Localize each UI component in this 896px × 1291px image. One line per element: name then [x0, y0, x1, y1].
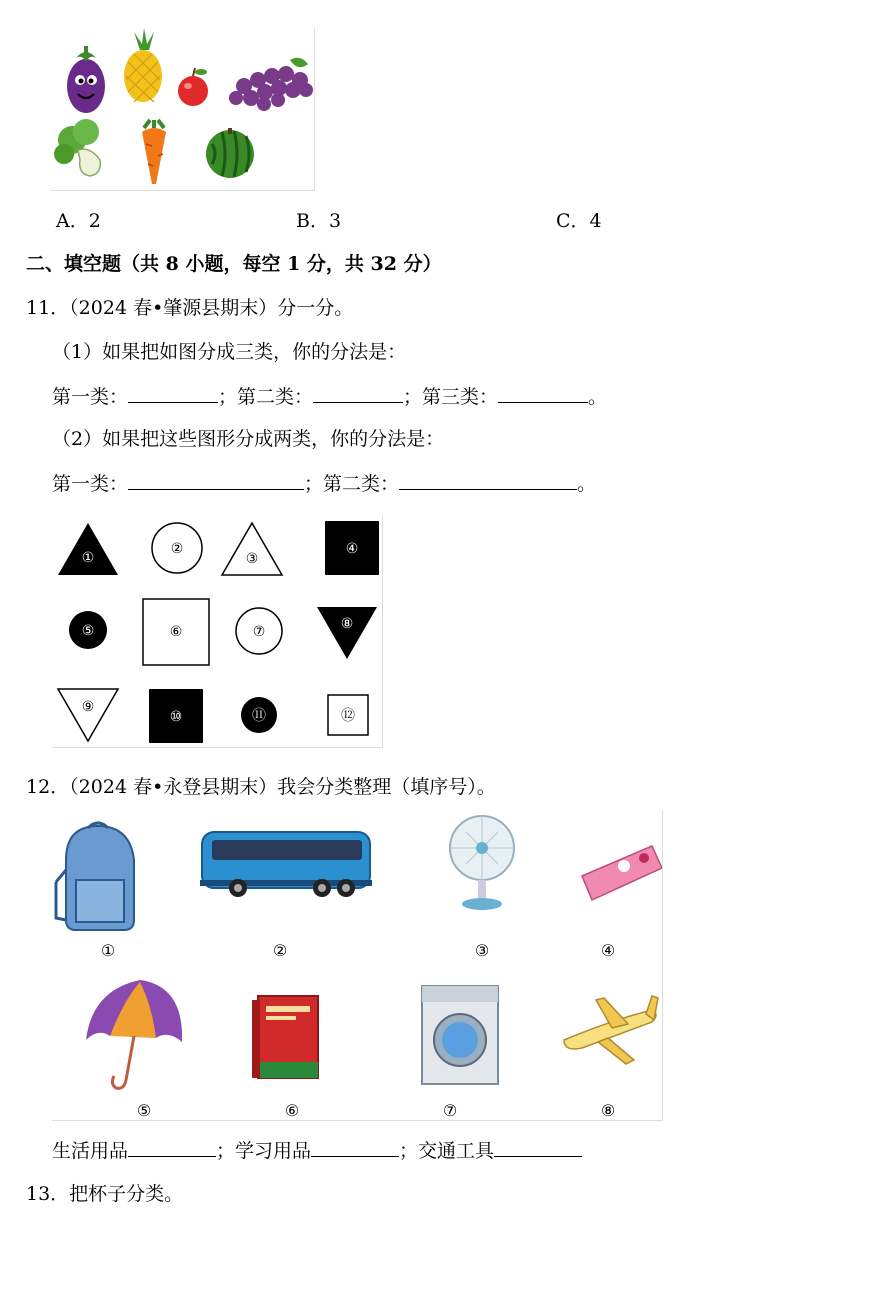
- shape-10-black-square: [149, 689, 203, 743]
- label-second-class: ；第二类：: [218, 386, 314, 408]
- shape-1-black-triangle: [58, 523, 118, 575]
- shape-2-white-circle: [152, 523, 202, 573]
- svg-text:②: ②: [170, 541, 184, 557]
- watermelon-icon: [206, 128, 254, 178]
- question-12-stem: 12．（2024 春•永登县期末）我会分类整理（填序号）。: [26, 776, 496, 798]
- shape-12-white-square: [328, 695, 368, 735]
- bus-icon: [200, 832, 372, 897]
- carrot-icon: [142, 120, 166, 184]
- question-11-stem: 11．（2024 春•肇源县期末）分一分。: [26, 297, 354, 319]
- label-daily-items: 生活用品: [52, 1140, 129, 1162]
- question-11-part2: （2）如果把这些图形分成两类，你的分法是：: [52, 428, 445, 450]
- item-6-number: ⑥: [284, 1101, 300, 1120]
- items-figure: [52, 810, 663, 1121]
- period: 。: [588, 386, 608, 408]
- svg-text:④: ④: [345, 541, 359, 557]
- airplane-icon: [564, 996, 658, 1064]
- period: 。: [577, 473, 597, 495]
- item-1-number: ①: [100, 941, 116, 960]
- item-2-number: ②: [272, 941, 288, 960]
- label-transport: ；交通工具: [399, 1140, 495, 1162]
- question-11-part1: （1）如果把如图分成三类，你的分法是：: [52, 341, 407, 363]
- option-a: A．2: [56, 210, 101, 232]
- svg-text:⑧: ⑧: [340, 616, 354, 632]
- blank-transport[interactable]: [494, 1138, 582, 1157]
- shape-9-white-inverted-triangle: [58, 689, 118, 741]
- blank-1[interactable]: [128, 384, 218, 403]
- blank-study[interactable]: [311, 1138, 399, 1157]
- label-first-class: 第一类：: [52, 386, 129, 408]
- svg-text:⑦: ⑦: [252, 624, 266, 640]
- option-c: C．4: [556, 210, 602, 232]
- svg-text:⑥: ⑥: [169, 624, 183, 640]
- label-second-class: ；第二类：: [304, 473, 400, 495]
- shape-11-black-circle: [241, 697, 277, 733]
- svg-text:⑩: ⑩: [169, 709, 183, 725]
- svg-text:①: ①: [81, 550, 95, 566]
- item-3-number: ③: [474, 941, 490, 960]
- blank-2[interactable]: [313, 384, 403, 403]
- label-third-class: ；第三类：: [403, 386, 499, 408]
- dictionary-icon: [252, 996, 318, 1078]
- question-13-stem: 13．把杯子分类。: [26, 1183, 184, 1205]
- cabbage-icon: [54, 119, 100, 176]
- pencil-case-icon: [582, 846, 662, 900]
- shape-3-white-triangle: [222, 523, 282, 575]
- section-heading: 二、填空题（共 8 小题，每空 1 分，共 32 分）: [26, 253, 442, 275]
- blank-daily[interactable]: [128, 1138, 216, 1157]
- svg-text:⑪: ⑪: [252, 708, 266, 724]
- question-11-part1-answer-row: [52, 384, 607, 409]
- fan-icon: [450, 816, 514, 910]
- umbrella-icon: [86, 980, 182, 1088]
- label-first-class: 第一类：: [52, 473, 129, 495]
- option-b: B．3: [296, 210, 342, 232]
- item-7-number: ⑦: [442, 1101, 458, 1120]
- svg-text:⑤: ⑤: [81, 623, 95, 639]
- eggplant-icon: [67, 46, 105, 113]
- item-5-number: ⑤: [136, 1101, 152, 1120]
- blank-4[interactable]: [128, 471, 304, 490]
- shapes-figure: [52, 515, 383, 748]
- shape-6-white-square: [143, 599, 209, 665]
- question-12-answer-row: [52, 1138, 582, 1163]
- question-11-part2-answer-row: [52, 471, 596, 496]
- shape-8-black-inverted-triangle: [317, 607, 377, 659]
- item-8-number: ⑧: [600, 1101, 616, 1120]
- washing-machine-icon: [422, 986, 498, 1084]
- svg-text:⑫: ⑫: [341, 708, 355, 724]
- item-4-number: ④: [600, 941, 616, 960]
- blank-3[interactable]: [498, 384, 588, 403]
- fruit-vegetable-figure: [50, 28, 315, 191]
- shape-5-black-circle: [69, 611, 107, 649]
- shape-7-white-circle: [236, 608, 282, 654]
- backpack-icon: [56, 823, 134, 930]
- shape-4-black-square: [325, 521, 379, 575]
- pineapple-icon: [124, 28, 162, 102]
- label-study-items: ；学习用品: [216, 1140, 312, 1162]
- blank-5[interactable]: [399, 471, 577, 490]
- grapes-icon: [229, 58, 313, 111]
- svg-text:⑨: ⑨: [81, 699, 95, 715]
- svg-text:③: ③: [245, 551, 259, 567]
- apple-icon: [178, 68, 208, 106]
